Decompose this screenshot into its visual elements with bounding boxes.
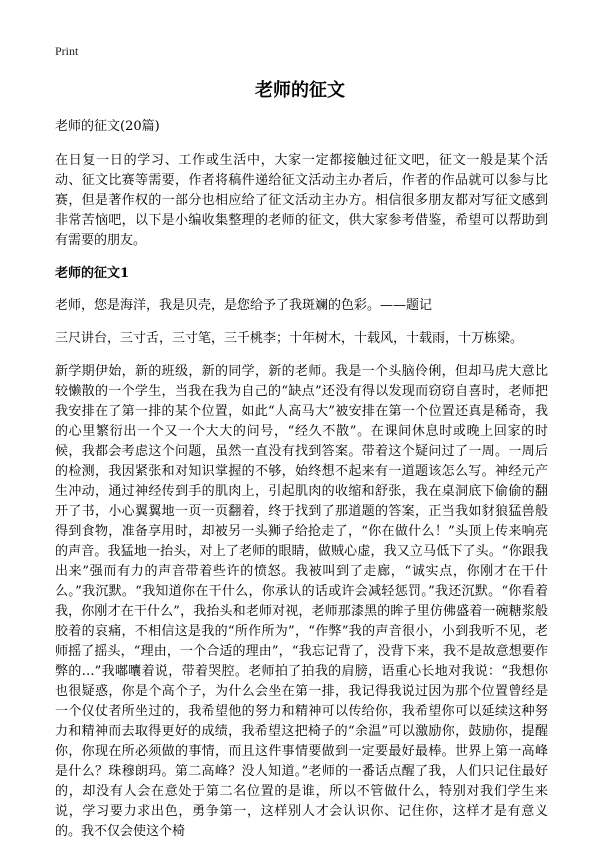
document-subtitle: 老师的征文(20篇) xyxy=(55,119,160,134)
intro-paragraph: 在日复一日的学习、工作或生活中，大家一定都接触过征文吧，征文一般是某个活动、征文比赛等需要，作者将稿件递给征文活动主办者后，作者的作品就可以参与比赛，但是著作权的一部分也相应给了征文活动主办方。相信很多朋友都对写征文感到非常苦恼吧，以下是小编收集整理的老师的征文，供大家参考借鉴，希望可以帮助到有需要的朋友。 xyxy=(55,153,548,248)
document-content xyxy=(55,117,548,842)
section-heading: 老师的征文1 xyxy=(55,266,130,281)
body-paragraph: 新学期伊始，新的班级，新的同学，新的老师。我是一个头脑伶俐，但却马虎大意比较懒散的一个学生，当我在我为自己的“缺点”还没有得以发现而窃窃自喜时，老师把我安排在了第一排的某个位置，如此“人高马大”被安排在第一个位置还真是稀奇，我的心里繁衍出一个又一个大大的问号，“经久不散”。在课间休息时或晚上回家的时候，我都会考虑这个问题，虽然一直没有找到答案。带着这个疑问过了一周。一周后的检测，我因紧张和对知识掌握的不够，始终想不起来有一道题该怎么写。神经元产生冲动，通过神经传到手的肌肉上，引起肌肉的收缩和舒张，我在桌洞底下偷偷的翻开了书，小心翼翼地一页一页翻着，终于找到了那道题的答案，正当我如豺狼猛兽般得到食物，准备享用时，却被另一头狮子给抢走了，“你在做什么！”头顶上传来响亮的声音。我猛地一抬头，对上了老师的眼睛，做贼心虚，我又立马低下了头。“你跟我出来”强而有力的声音带着些许的愤怒。我被叫到了走廊，“诚实点，你刚才在干什么。”我沉默。“我知道你在干什么，你承认的话或许会减轻惩罚。”我还沉默。“你看着我，你刚才在干什么”，我抬头和老师对视，老师那漆黑的眸子里仿佛盛着一碗糖浆般胶着的哀痛，不相信这是我的“所作所为”，“作弊”我的声音很小，小到我听不见，老师摇了摇头，“理由，一个合适的理由”，“我忘记背了，没背下来，我不是故意想要作弊的…”我嘟囔着说，带着哭腔。老师拍了拍我的肩膀，语重心长地对我说：“我想你也很疑惑，你是个高个子，为什么会坐在第一排，我记得我说过因为那个位置曾经是一个仪仗者所坐过的，我希望他的努力和精神可以传给你，我希望你可以延续这种努力和精神而去取得更好的成绩，我希望这把椅子的“余温”可以激励你，鼓励你，提醒你，你现在所必须做的事情，而且这件事情要做到一定要最好最棒。世界上第一高峰是什么？珠穆朗玛。第二高峰？没人知道。”老师的一番话点醒了我，人们只记住最好的，却没有人会在意处于第二名位置的是谁，所以不管做什么，特别对我们学生来说，学习要力求出色，勇争第一，这样别人才会认识你、记住你，这样才是有意义的。我不仅会使这个椅 xyxy=(55,364,548,839)
epigraph-paragraph: 老师，您是海洋，我是贝壳，是您给予了我斑斓的色彩。——题记 xyxy=(55,298,433,313)
couplet-paragraph: 三尺讲台，三寸舌，三寸笔，三千桃李；十年树木，十载风，十载雨，十万栋梁。 xyxy=(55,331,524,346)
document-title: 老师的征文 xyxy=(255,80,345,101)
print-link[interactable]: Print xyxy=(55,44,79,58)
